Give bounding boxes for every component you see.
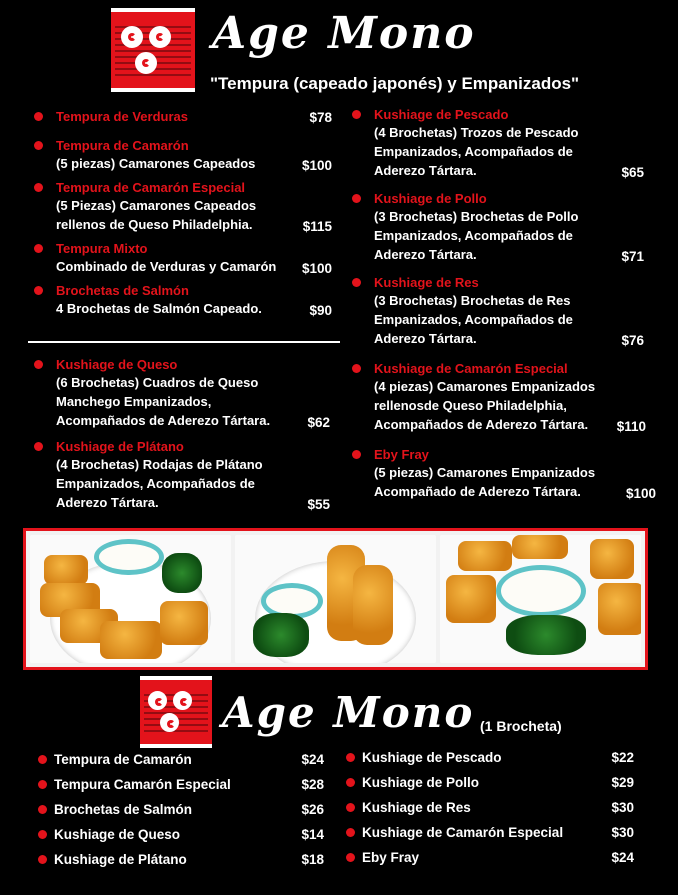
menu-item: Kushiage de Camarón Especial (4 piezas) Camarones Empanizados rellenosde Queso Philadelphia, Acompañados de Aderezo Tártara. $110 [352, 360, 652, 434]
bullet-icon [34, 141, 43, 150]
menu-item: Eby Fray (5 piezas) Camarones Empanizados Acompañado de Aderezo Tártara. $100 [352, 446, 652, 501]
single-skewer-list-right [346, 750, 634, 875]
bullet-icon [346, 778, 355, 787]
swirl-icon [173, 691, 192, 710]
list-item: Brochetas de Salmón $26 [38, 802, 324, 827]
bullet-icon [38, 855, 47, 864]
menu-subtitle: "Tempura (capeado japonés) y Empanizados" [210, 74, 580, 93]
list-item: Kushiage de Queso $14 [38, 827, 324, 852]
bullet-icon [34, 286, 43, 295]
list-item: Kushiage de Plátano $18 [38, 852, 324, 877]
left-column [34, 108, 332, 324]
bullet-icon [346, 753, 355, 762]
bullet-icon [34, 442, 43, 451]
serving-note: (1 Brocheta) [480, 718, 562, 734]
menu-item: Tempura de Camarón Especial (5 Piezas) Camarones Capeados rellenos de Queso Philadelphia. $115 [34, 179, 332, 234]
list-item: Kushiage de Camarón Especial $30 [346, 825, 634, 850]
food-photo [440, 535, 641, 663]
brand-title: Age Mono [212, 8, 476, 59]
right-column [352, 106, 656, 507]
list-item: Kushiage de Pescado $22 [346, 750, 634, 775]
menu-item: Kushiage de Pollo (3 Brochetas) Brochetas de Pollo Empanizados, Acompañados de Aderezo Tártara. $71 [352, 190, 652, 264]
brand-logo [140, 676, 212, 748]
bullet-icon [34, 183, 43, 192]
menu-item: Tempura Mixto Combinado de Verduras y Camarón $100 [34, 240, 332, 276]
swirl-icon [135, 52, 157, 74]
menu-item: Tempura de Camarón (5 piezas) Camarones Capeados $100 [34, 137, 332, 173]
menu-item: Tempura de Verduras $78 [34, 108, 332, 125]
food-photo [30, 535, 231, 663]
swirl-icon [121, 26, 143, 48]
bullet-icon [38, 805, 47, 814]
left-column-kushiage [34, 356, 330, 518]
bullet-icon [34, 244, 43, 253]
food-photo-strip [23, 528, 648, 670]
bullet-icon [34, 112, 43, 121]
menu-item: Brochetas de Salmón 4 Brochetas de Salmón Capeado. $90 [34, 282, 332, 318]
list-item: Eby Fray $24 [346, 850, 634, 875]
bullet-icon [38, 755, 47, 764]
bullet-icon [352, 110, 361, 119]
bullet-icon [38, 780, 47, 789]
brand-logo [111, 8, 195, 92]
bullet-icon [38, 830, 47, 839]
bullet-icon [352, 278, 361, 287]
bullet-icon [352, 194, 361, 203]
list-item: Tempura de Camarón $24 [38, 752, 324, 777]
list-item: Kushiage de Res $30 [346, 800, 634, 825]
bullet-icon [352, 364, 361, 373]
food-photo [235, 535, 436, 663]
list-item: Kushiage de Pollo $29 [346, 775, 634, 800]
menu-item: Kushiage de Pescado (4 Brochetas) Trozos de Pescado Empanizados, Acompañados de Aderezo Tártara. $65 [352, 106, 652, 180]
swirl-icon [149, 26, 171, 48]
bullet-icon [346, 853, 355, 862]
bullet-icon [34, 360, 43, 369]
swirl-icon [160, 713, 179, 732]
menu-item: Kushiage de Res (3 Brochetas) Brochetas de Res Empanizados, Acompañados de Aderezo Tártara. $76 [352, 274, 652, 348]
brand-title: Age Mono [222, 688, 475, 737]
menu-item: Kushiage de Queso (6 Brochetas) Cuadros de Queso Manchego Empanizados, Acompañados de Aderezo Tártara. $62 [34, 356, 330, 430]
list-item: Tempura Camarón Especial $28 [38, 777, 324, 802]
menu-item: Kushiage de Plátano (4 Brochetas) Rodajas de Plátano Empanizados, Acompañados de Aderezo Tártara. $55 [34, 438, 330, 512]
swirl-icon [148, 691, 167, 710]
single-skewer-list-left [38, 752, 324, 877]
bullet-icon [346, 828, 355, 837]
bullet-icon [346, 803, 355, 812]
bullet-icon [352, 450, 361, 459]
section-divider [28, 341, 340, 343]
